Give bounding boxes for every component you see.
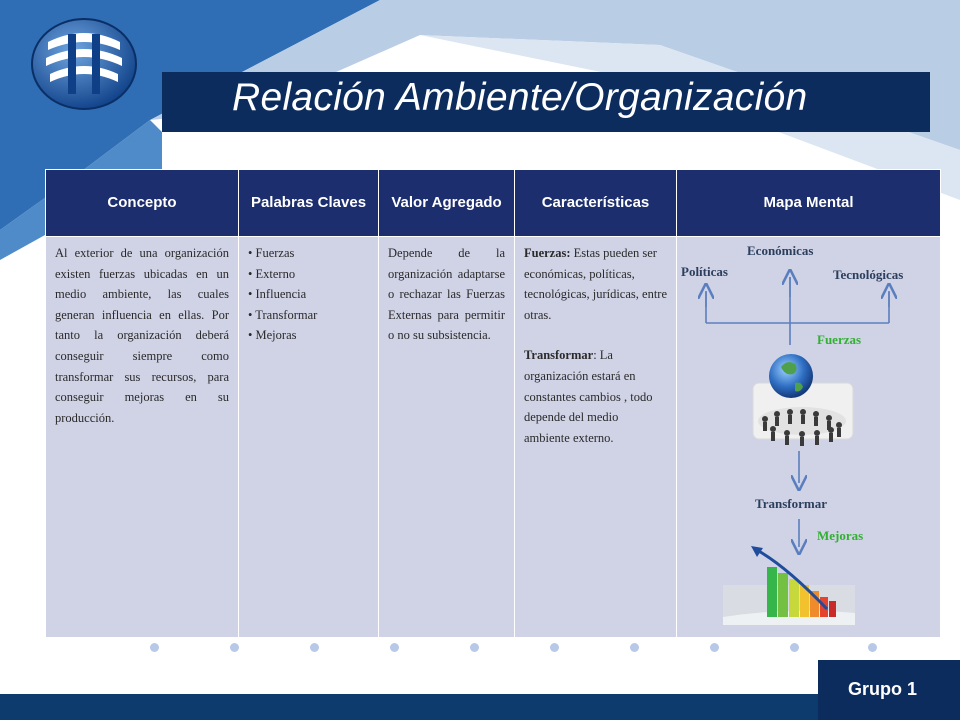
keyword-item: • Mejoras xyxy=(248,325,369,346)
dot xyxy=(868,643,877,652)
header-caracteristicas: Características xyxy=(515,170,677,237)
header-valor-agregado: Valor Agregado xyxy=(379,170,515,237)
label-mejoras: Mejoras xyxy=(817,528,864,543)
transformar-term: Transformar xyxy=(524,348,594,363)
relation-table xyxy=(45,169,941,638)
dot xyxy=(390,643,399,652)
fuerzas-text: Estas pueden ser económicas, políticas, tecnológicas, jurídicas, entre otras. xyxy=(524,246,667,322)
dot xyxy=(790,643,799,652)
palabras-claves-cell xyxy=(239,237,379,638)
page-title: Relación Ambiente/Organización xyxy=(232,76,808,119)
dot xyxy=(470,643,479,652)
dot xyxy=(630,643,639,652)
mapa-mental-cell xyxy=(677,237,941,638)
label-transformar: Transformar xyxy=(755,496,827,511)
mind-map-diagram xyxy=(677,237,937,637)
fuerzas-paragraph xyxy=(524,243,667,325)
growth-chart-icon xyxy=(723,546,855,625)
label-fuerzas: Fuerzas xyxy=(817,332,862,347)
bracket-line xyxy=(706,277,889,345)
keyword-item: • Transformar xyxy=(248,305,369,326)
group-label: Grupo 1 xyxy=(848,679,918,699)
dot xyxy=(710,643,719,652)
dot xyxy=(150,643,159,652)
footer-bar xyxy=(0,694,960,720)
dot-divider xyxy=(150,643,880,657)
globe-people-icon xyxy=(753,354,853,446)
transformar-text: : La organización estará en constantes cambios , todo depende del medio ambiente externo. xyxy=(524,348,653,445)
keyword-item: • Externo xyxy=(248,264,369,285)
fuerzas-term: Fuerzas: xyxy=(524,246,571,260)
dot xyxy=(230,643,239,652)
table-row xyxy=(46,237,941,638)
transformar-paragraph xyxy=(524,345,667,448)
keyword-item: • Influencia xyxy=(248,284,369,305)
table-header-row xyxy=(46,170,941,237)
concepto-cell: Al exterior de una organización existen fuerzas ubicadas en un medio ambiente, las cuales generan influencia en ellas. Por tanto la organización deberá conseguir siempre como transformar sus recursos, para conseguir mejoras en su producción. xyxy=(46,237,239,638)
header-concepto: Concepto xyxy=(46,170,239,237)
label-economicas: Económicas xyxy=(747,243,814,258)
keyword-list xyxy=(248,243,369,346)
label-politicas: Políticas xyxy=(681,264,728,279)
label-tecnologicas: Tecnológicas xyxy=(833,267,904,282)
caracteristicas-cell xyxy=(515,237,677,638)
dot xyxy=(550,643,559,652)
header-mapa-mental: Mapa Mental xyxy=(677,170,941,237)
valor-agregado-cell: Depende de la organización adaptarse o rechazar las Fuerzas Externas para permitir o no su subsistencia. xyxy=(379,237,515,638)
keyword-item: • Fuerzas xyxy=(248,243,369,264)
dot xyxy=(310,643,319,652)
company-logo xyxy=(28,14,140,112)
header-palabras-claves: Palabras Claves xyxy=(239,170,379,237)
